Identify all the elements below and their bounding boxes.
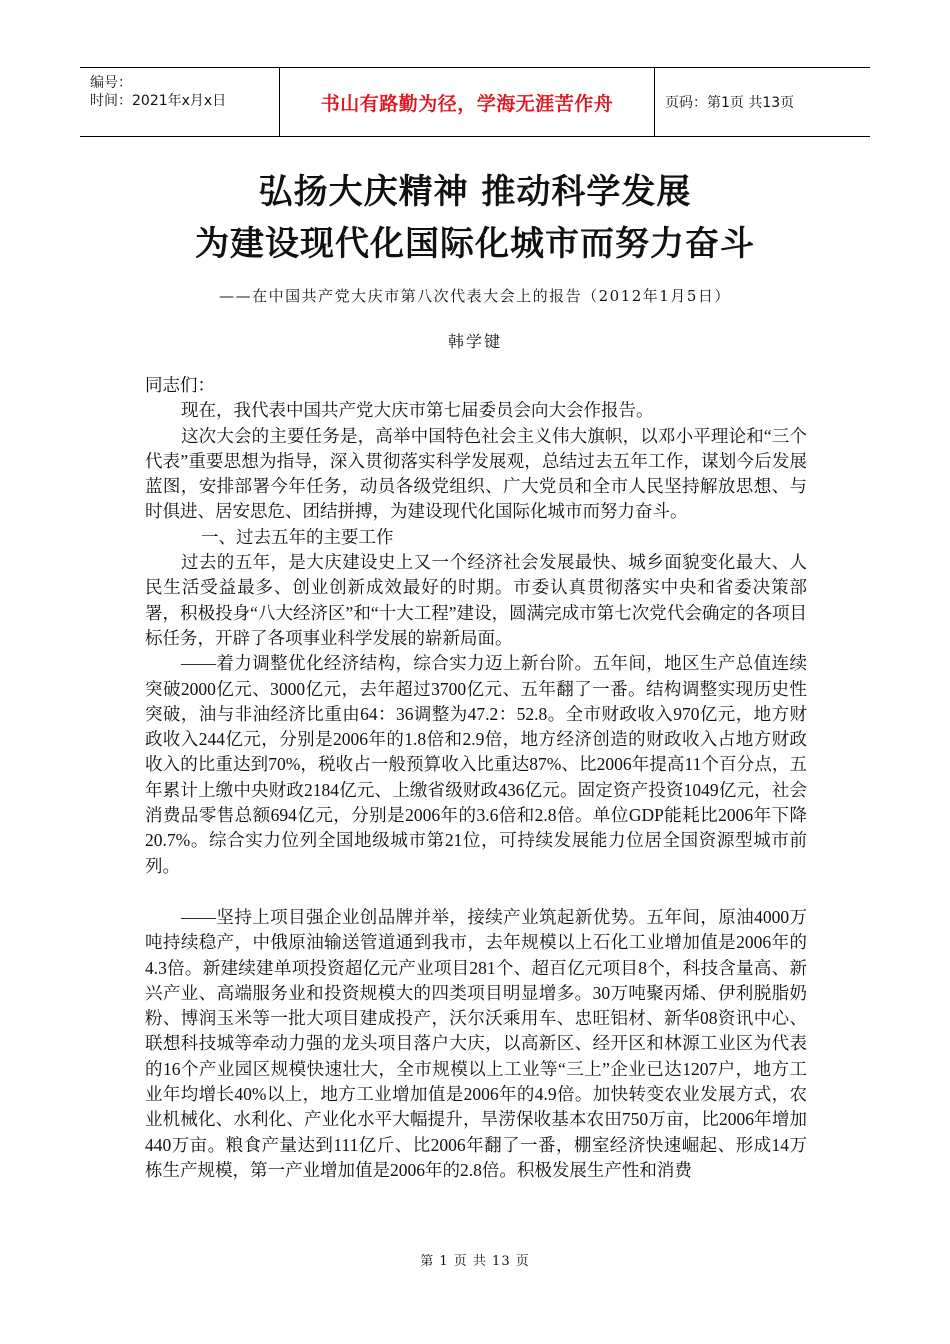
document-body — [145, 373, 807, 1183]
header-page-cell — [655, 68, 870, 136]
motto-text: 书山有路勤为径，学海无涯苦作舟 — [320, 92, 614, 115]
paragraph-gap — [145, 879, 807, 905]
page-footer: 第 1 页 共 13 页 — [420, 1254, 530, 1269]
header-meta-cell — [80, 68, 280, 136]
code-label: 编号： — [90, 75, 132, 91]
paragraph-task: 这次大会的主要任务是，高举中国特色社会主义伟大旗帜，以邓小平理论和“三个代表”重要思想为指导，深入贯彻落实科学发展观，总结过去五年工作，谋划今后发展蓝图，安排部署今年任务，动员各级党组织、广大党员和全市人民坚持解放思想、与时俱进、居安思危、团结拼搏，为建设现代化国际化城市而努力奋斗。 — [145, 425, 807, 522]
document-title-line2: 为建设现代化国际化城市而努力奋斗 — [195, 224, 755, 264]
header-table — [80, 67, 870, 137]
salutation: 同志们： — [145, 375, 215, 395]
document-author: 韩学键 — [447, 332, 502, 351]
paragraph-intro: 现在，我代表中国共产党大庆市第七届委员会向大会作报告。 — [181, 400, 654, 421]
header-motto-cell — [280, 68, 655, 136]
paragraph-industry: ——坚持上项目强企业创品牌并举，接续产业筑起新优势。五年间，原油4000万吨持续稳产，中俄原油输送管道通到我市，去年规模以上石化工业增加值是2006年的4.3倍。新建续建单项投资超亿元产业项目281个、超百亿元项目8个，科技含量高、新兴产业、高端服务业和投资规模大的四类项目明显增多。30万吨聚丙烯、伊利脱脂奶粉、博润玉米等一批大项目建成投产，沃尔沃乘用车、忠旺铝材、新华08资讯中心、联想科技城等牵动力强的龙头项目落户大庆，以高新区、经开区和林源工业区为代表的16个产业园区规模快速壮大，全市规模以上工业等“三上”企业已达1207户，地方工业年均增长40%以上，地方工业增加值是2006年的4.9倍。加快转变农业发展方式，农业机械化、水利化、产业化水平大幅提升，旱涝保收基本农田750万亩，比2006年增加440万亩。粮食产量达到111亿斤、比2006年翻了一番，棚室经济快速崛起、形成14万栋生产规模，第一产业增加值是2006年的2.8倍。积极发展生产性和消费 — [145, 906, 807, 1180]
page-info: 页码：第1页 共13页 — [665, 95, 795, 111]
document-title-line1: 弘扬大庆精神 推动科学发展 — [258, 172, 692, 212]
paragraph-economy: ——着力调整优化经济结构，综合实力迈上新台阶。五年间，地区生产总值连续突破2000亿元、3000亿元，去年超过3700亿元、五年翻了一番。结构调整实现历史性突破，油与非油经济比重由64：36调整为47.2：52.8。全市财政收入970亿元，地方财政收入244亿元，分别是2006年的1.8倍和2.9倍，地方经济创造的财政收入占地方财政收入的比重达到70%，税收占一般预算收入比重达87%、比2006年提高11个百分点，五年累计上缴中央财政2184亿元、上缴省级财政436亿元。固定资产投资1049亿元，社会消费品零售总额694亿元，分别是2006年的3.6倍和2.8倍。单位GDP能耗比2006年下降20.7%。综合实力位列全国地级城市第21位，可持续发展能力位居全国资源型城市前列。 — [145, 653, 807, 876]
document-subtitle: ——在中国共产党大庆市第八次代表大会上的报告（2012年1月5日） — [219, 287, 731, 305]
section-heading: 一、过去五年的主要工作 — [201, 526, 394, 547]
date-label: 时间：2021年x月x日 — [90, 93, 227, 109]
paragraph-overview: 过去的五年，是大庆建设史上又一个经济社会发展最快、城乡面貌变化最大、人民生活受益最多、创业创新成效最好的时期。市委认真贯彻落实中央和省委决策部署，积极投身“八大经济区”和“十大工程”建设，圆满完成市第七次党代会确定的各项目标任务，开辟了各项事业科学发展的崭新局面。 — [145, 552, 807, 648]
